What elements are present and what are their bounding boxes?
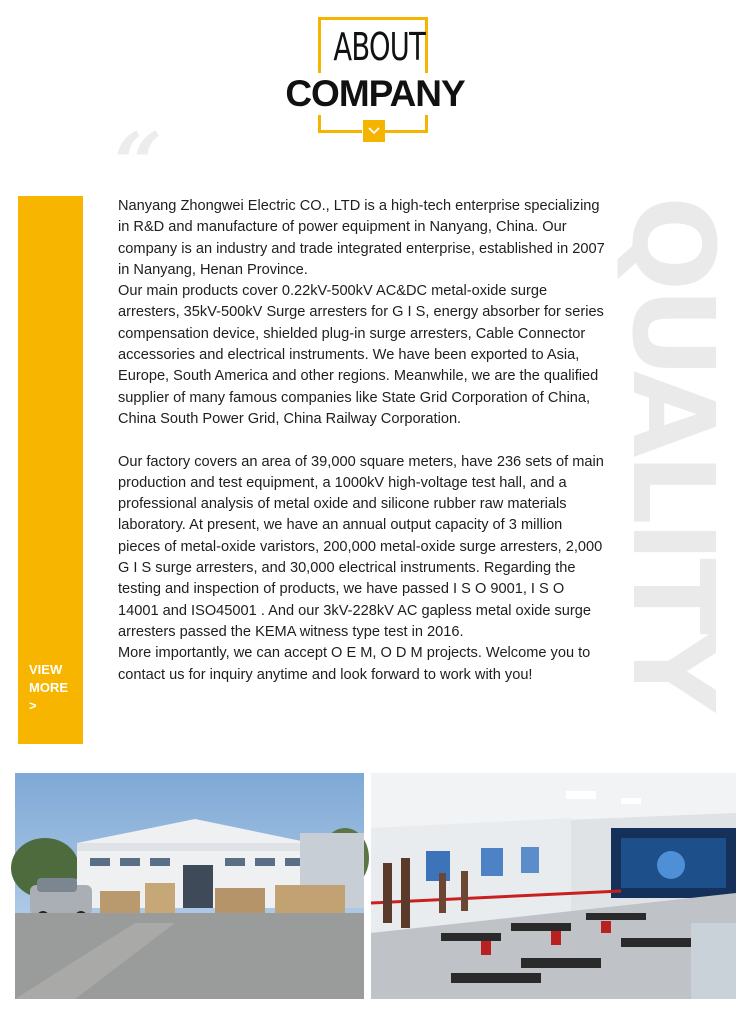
intro-paragraph-1: Nanyang Zhongwei Electric CO., LTD is a high-tech enterprise specializing in R&D and manufacture of power equipment in Nanyang, China. Our company is an industry and trade integrated enterprise, established in 2007 in Nanyang, Henan Province. xyxy=(118,198,605,278)
showroom-interior-photo xyxy=(371,773,736,999)
intro-paragraph-4: More importantly, we can accept O E M, O D M projects. Welcome you to contact us for inquiry anytime and look forward to work with you! xyxy=(118,645,591,683)
view-more-arrow: > xyxy=(29,698,37,713)
header-frame-bottom-right xyxy=(384,130,428,133)
quality-watermark xyxy=(607,196,737,736)
view-more-line-2: MORE xyxy=(29,680,68,695)
view-more-link[interactable] xyxy=(29,661,68,715)
header-company: COMPANY xyxy=(240,73,510,115)
view-more-sidebar[interactable] xyxy=(18,196,83,744)
chevron-down-icon[interactable] xyxy=(363,120,385,142)
company-description xyxy=(118,196,608,686)
view-more-line-1: VIEW xyxy=(29,662,63,677)
intro-paragraph-3: Our factory covers an area of 39,000 square meters, have 236 sets of main production and test equipment, a 1000kV high-voltage test hall, and a professional analysis of metal oxide and silicone rubber raw materials laboratory. At present, we have an annual output capacity of 3 million pieces of metal-oxide varistors, 200,000 metal-oxide surge arresters, 2,000 G I S surge arresters, and 30,000 electrical instruments. Regarding the testing and inspection of products, we have passed I S O 9001, I S O 14001 and ISO45001 . And our 3kV-228kV AC gapless metal oxide surge arresters passed the KEMA witness type test in 2016. xyxy=(118,453,604,640)
watermark-text: QUALITY xyxy=(607,196,737,708)
header-frame-bottom-left xyxy=(318,130,362,133)
intro-paragraph-2: Our main products cover 0.22kV-500kV AC&DC metal-oxide surge arresters, 35kV-500kV Surge arresters for G I S, energy absorber for series compensation device, shielded plug-in surge arresters, Cable Connector accessories and electrical instruments. We have been exported to Asia, Europe, South America and other regions. Meanwhile, we are the qualified supplier of many famous companies like State Grid Corporation of China, China South Power Grid, China Railway Corporation. xyxy=(118,283,604,427)
quote-mark-icon: “ xyxy=(114,114,163,213)
factory-exterior-photo xyxy=(15,773,364,999)
header-about: ABOUT xyxy=(333,25,426,69)
